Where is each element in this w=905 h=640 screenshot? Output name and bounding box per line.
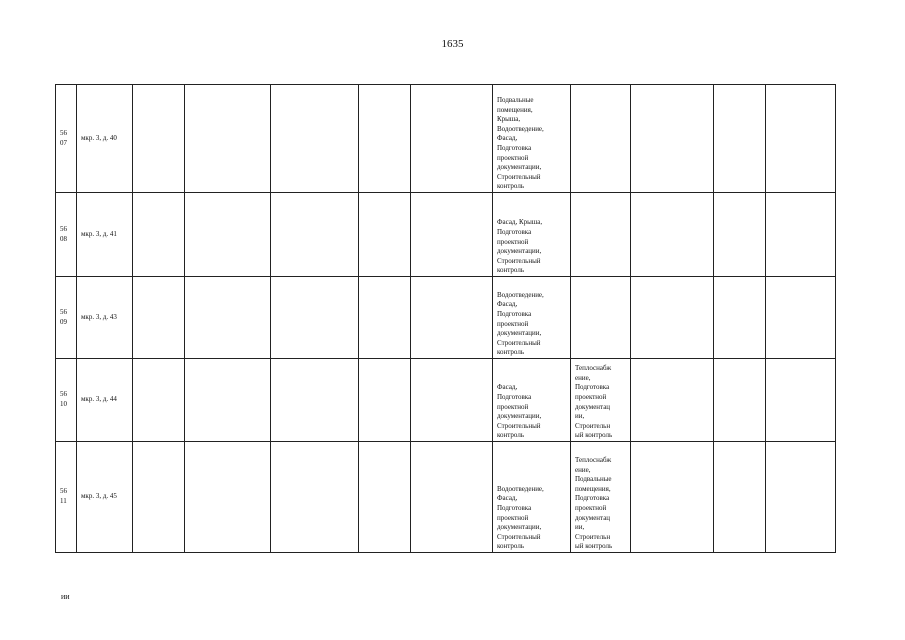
extra-works-line: документац: [575, 402, 611, 411]
empty-cell: [133, 442, 185, 553]
extra-works-line: проектной: [575, 504, 607, 513]
empty-cell: [271, 193, 359, 277]
extra-works-line: Теплоснабж: [575, 456, 612, 465]
works-line: Подготовка: [497, 310, 532, 319]
row-number: [56, 442, 77, 553]
works-cell: [493, 442, 571, 553]
empty-cell: [185, 442, 271, 553]
extra-works-line: документац: [575, 513, 611, 522]
row-number-part: 56: [60, 224, 67, 233]
empty-cell: [411, 277, 493, 359]
works-cell: [493, 193, 571, 277]
empty-cell: [411, 359, 493, 442]
works-line: помещения,: [497, 105, 533, 114]
extra-works-line: ение,: [575, 465, 591, 474]
works-line: документации,: [497, 329, 542, 338]
works-line: документации,: [497, 412, 542, 421]
extra-works-line: Подготовка: [575, 494, 610, 503]
works-line: Фасад,: [497, 134, 518, 143]
row-number-part: 07: [60, 138, 67, 147]
empty-cell: [359, 277, 411, 359]
row-number-part: 10: [60, 400, 67, 408]
works-line: Подготовка: [497, 393, 532, 402]
empty-cell: [411, 442, 493, 553]
extra-works-line: ение,: [575, 373, 591, 382]
works-line: Водоотведение,: [497, 124, 544, 133]
empty-cell: [185, 359, 271, 442]
empty-cell: [631, 359, 714, 442]
works-line: Фасад, Крыша,: [497, 218, 543, 227]
empty-cell: [271, 85, 359, 193]
empty-cell: [766, 359, 836, 442]
works-cell: [493, 277, 571, 359]
address-cell: мкр. 3, д. 43: [77, 277, 133, 359]
empty-cell: [133, 359, 185, 442]
works-line: Строительный: [497, 172, 541, 181]
works-line: документации,: [497, 163, 542, 172]
row-number: [56, 359, 77, 442]
works-cell: [493, 359, 571, 442]
works-line: контроль: [497, 542, 525, 551]
extra-works-line: ии,: [575, 523, 585, 532]
works-line: Водоотведение,: [497, 484, 544, 493]
works-line: контроль: [497, 348, 525, 357]
empty-cell: [185, 193, 271, 277]
empty-cell: [271, 277, 359, 359]
works-line: контроль: [497, 266, 525, 275]
row-number-part: 56: [60, 128, 67, 137]
works-line: Подготовка: [497, 228, 532, 237]
address-cell: мкр. 3, д. 45: [77, 442, 133, 553]
works-line: Строительный: [497, 421, 541, 430]
table-row: [56, 277, 836, 359]
works-line: проектной: [497, 237, 529, 246]
empty-cell: [766, 277, 836, 359]
row-number-part: 09: [60, 317, 67, 326]
table-row: [56, 442, 836, 553]
empty-cell: [359, 442, 411, 553]
row-number: [56, 85, 77, 193]
row-number-part: 56: [60, 307, 67, 316]
extra-works-line: Строительн: [575, 421, 611, 430]
works-line: проектной: [497, 319, 529, 328]
empty-cell: [271, 359, 359, 442]
empty-cell: [271, 442, 359, 553]
extra-works-cell: [571, 193, 631, 277]
row-number-part: 11: [60, 497, 67, 505]
empty-cell: [133, 277, 185, 359]
empty-cell: [766, 442, 836, 553]
works-line: Подвальные: [497, 96, 534, 105]
extra-works-line: Теплоснабж: [575, 364, 612, 373]
works-line: проектной: [497, 513, 529, 522]
empty-cell: [133, 85, 185, 193]
extra-works-line: ый контроль: [575, 431, 613, 440]
works-cell: [493, 85, 571, 193]
works-line: Крыша,: [497, 115, 521, 124]
empty-cell: [714, 359, 766, 442]
extra-works-cell: [571, 277, 631, 359]
extra-works-line: ый контроль: [575, 542, 613, 551]
empty-cell: [631, 277, 714, 359]
empty-cell: [631, 193, 714, 277]
works-line: Фасад,: [497, 494, 518, 503]
empty-cell: [411, 193, 493, 277]
footer-mark: ии: [61, 592, 70, 601]
works-line: контроль: [497, 431, 525, 440]
page-number: 1635: [441, 38, 464, 50]
works-line: Фасад,: [497, 300, 518, 309]
extra-works-line: проектной: [575, 393, 607, 402]
row-number-part: 08: [60, 234, 67, 243]
empty-cell: [714, 85, 766, 193]
empty-cell: [133, 193, 185, 277]
extra-works-cell: [571, 359, 631, 442]
empty-cell: [714, 193, 766, 277]
empty-cell: [185, 85, 271, 193]
works-line: Строительный: [497, 256, 541, 265]
empty-cell: [631, 442, 714, 553]
row-number: [56, 277, 77, 359]
works-table: [55, 84, 836, 553]
address-cell: мкр. 3, д. 44: [77, 359, 133, 442]
extra-works-line: ии,: [575, 412, 585, 421]
works-line: контроль: [497, 182, 525, 191]
empty-cell: [359, 359, 411, 442]
empty-cell: [359, 193, 411, 277]
works-line: документации,: [497, 247, 542, 256]
empty-cell: [714, 442, 766, 553]
address-cell: мкр. 3, д. 41: [77, 193, 133, 277]
row-number-part: 56: [60, 390, 67, 399]
address-cell: мкр. 3, д. 40: [77, 85, 133, 193]
extra-works-line: Подготовка: [575, 383, 610, 392]
empty-cell: [714, 277, 766, 359]
row-number-part: 56: [60, 487, 67, 496]
empty-cell: [411, 85, 493, 193]
row-number: [56, 193, 77, 277]
works-line: Подготовка: [497, 504, 532, 513]
works-line: Фасад,: [497, 383, 518, 392]
empty-cell: [185, 277, 271, 359]
works-line: Водоотведение,: [497, 290, 544, 299]
works-line: Строительный: [497, 532, 541, 541]
empty-cell: [766, 193, 836, 277]
table-row: [56, 85, 836, 193]
works-line: проектной: [497, 153, 529, 162]
works-line: проектной: [497, 402, 529, 411]
table-row: [56, 359, 836, 442]
extra-works-line: помещения,: [575, 484, 611, 493]
empty-cell: [766, 85, 836, 193]
works-line: Строительный: [497, 338, 541, 347]
empty-cell: [631, 85, 714, 193]
works-line: Подготовка: [497, 144, 532, 153]
works-line: документации,: [497, 523, 542, 532]
extra-works-line: Строительн: [575, 532, 611, 541]
extra-works-cell: [571, 442, 631, 553]
empty-cell: [359, 85, 411, 193]
extra-works-cell: [571, 85, 631, 193]
table-row: [56, 193, 836, 277]
extra-works-line: Подвальные: [575, 475, 612, 484]
